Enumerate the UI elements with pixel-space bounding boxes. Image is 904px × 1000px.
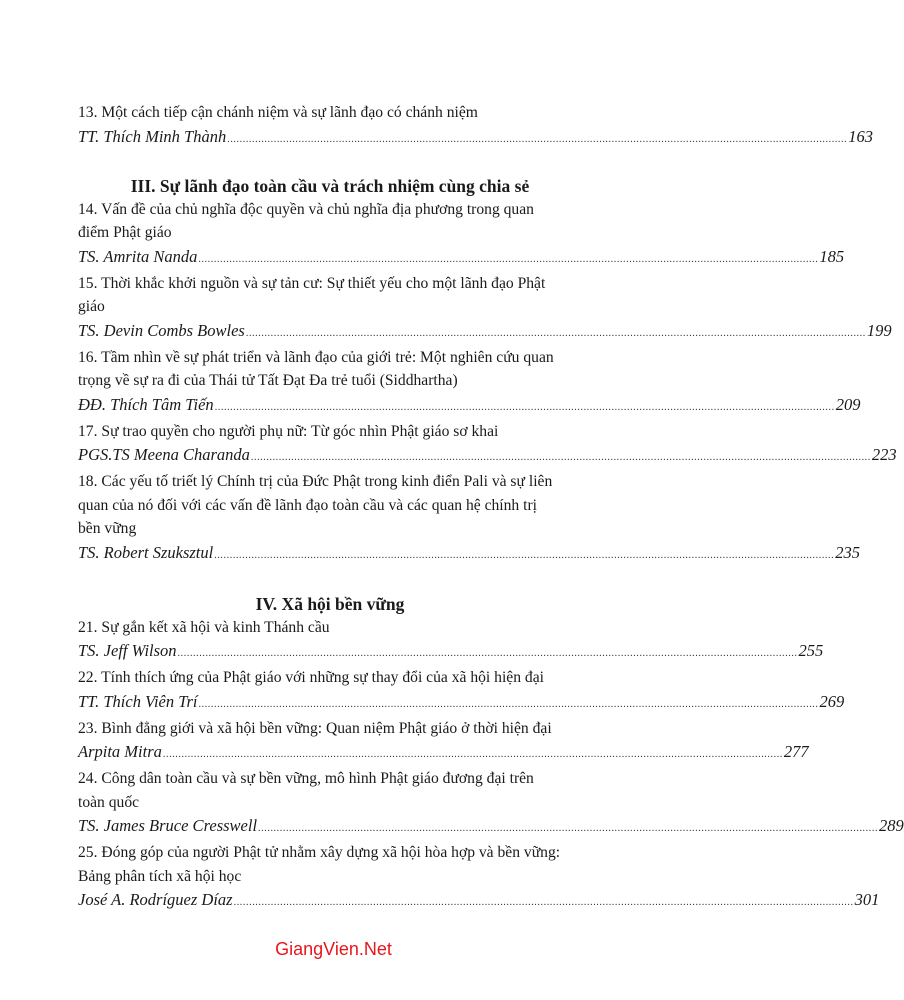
- dot-leader: ........................................................................................................................................................................................................: [227, 133, 848, 145]
- entry-author-line: [78, 888, 880, 915]
- entry-author-line: [78, 125, 873, 152]
- toc-entry[interactable]: [78, 272, 892, 346]
- toc-entry[interactable]: [78, 470, 860, 568]
- entry-title-line: điểm Phật giáo: [78, 224, 172, 241]
- entry-author-line: [78, 541, 860, 568]
- page-number: 185: [819, 246, 845, 266]
- entry-author-line: [78, 639, 824, 666]
- entry-title-line: 13. Một cách tiếp cận chánh niệm và sự lãnh đạo có chánh niệm: [78, 104, 478, 121]
- page-number: 223: [871, 445, 897, 464]
- entry-title-line: quan của nó đối với các vấn đề lãnh đạo toàn cầu và các quan hệ chính trị: [78, 496, 537, 514]
- toc-entry[interactable]: [78, 198, 845, 272]
- dot-leader: ........................................................................................................................................................................................................: [177, 648, 798, 659]
- dot-leader: ........................................................................................................................................................................................................: [245, 327, 866, 339]
- author-name: TT. Thích Minh Thành: [78, 126, 227, 146]
- entry-title-line: bền vững: [78, 520, 137, 537]
- entry-author-line: [78, 740, 809, 767]
- toc-entry[interactable]: [78, 666, 845, 717]
- page-number: 277: [783, 742, 809, 761]
- author-name: TS. Amrita Nanda: [78, 246, 198, 266]
- entry-title-line: 23. Bình đẳng giới và xã hội bền vững: Quan niệm Phật giáo ở thời hiện đại: [78, 719, 552, 737]
- toc-section-iv: [78, 592, 904, 916]
- author-name: TS. Robert Szuksztul: [78, 542, 214, 562]
- section-heading: III. Sự lãnh đạo toàn cầu và trách nhiệm cùng chia sẻ: [130, 175, 530, 196]
- dot-leader: ........................................................................................................................................................................................................: [198, 698, 819, 710]
- toc-entry[interactable]: [78, 420, 897, 471]
- page-number: 289: [879, 816, 904, 835]
- entry-title-line: 14. Vấn đề của chủ nghĩa độc quyền và chủ nghĩa địa phương trong quan: [78, 200, 534, 218]
- toc-section-iii: [78, 174, 897, 568]
- page-number: 301: [854, 890, 880, 909]
- page-number: 235: [835, 542, 860, 562]
- entry-title-line: 16. Tầm nhìn về sự phát triển và lãnh đạo của giới trẻ: Một nghiên cứu quan: [78, 348, 554, 366]
- entry-title-line: 17. Sự trao quyền cho người phụ nữ: Từ góc nhìn Phật giáo sơ khai: [78, 422, 499, 440]
- toc-entry[interactable]: [78, 346, 861, 420]
- toc-entry[interactable]: [78, 841, 880, 915]
- page-number: 199: [866, 320, 892, 340]
- entry-author-line: [78, 814, 904, 841]
- entry-title-line: Bảng phân tích xã hội học: [78, 867, 242, 885]
- toc-entry[interactable]: [78, 101, 873, 152]
- entry-author-line: [78, 690, 845, 717]
- dot-leader: ........................................................................................................................................................................................................: [162, 749, 783, 760]
- page-number: 163: [848, 126, 873, 146]
- toc-entry[interactable]: [78, 616, 824, 667]
- dot-leader: ........................................................................................................................................................................................................: [198, 253, 819, 265]
- section-heading: IV. Xã hội bền vững: [255, 593, 405, 614]
- entry-title-line: 22. Tính thích ứng của Phật giáo với những sự thay đổi của xã hội hiện đại: [78, 669, 544, 686]
- entry-author-line: [78, 443, 897, 470]
- author-name: PGS.TS Meena Charanda: [78, 445, 250, 464]
- entry-author-line: [78, 245, 845, 272]
- author-name: Arpita Mitra: [78, 742, 162, 761]
- author-name: TT. Thích Viên Trí: [78, 691, 198, 711]
- author-name: TS. James Bruce Cresswell: [78, 816, 258, 835]
- watermark-text[interactable]: GiangVien.Net: [275, 939, 392, 959]
- table-of-contents: [78, 101, 904, 915]
- dot-leader: ........................................................................................................................................................................................................: [250, 452, 871, 463]
- author-name: TS. Jeff Wilson: [78, 641, 177, 660]
- toc-entry[interactable]: [78, 717, 809, 768]
- page-number: 209: [835, 394, 861, 414]
- entry-title-line: 21. Sự gắn kết xã hội và kinh Thánh cầu: [78, 618, 330, 636]
- entry-title-line: giáo: [78, 298, 105, 315]
- entry-title-line: 15. Thời khắc khởi nguồn và sự tản cư: Sự thiết yếu cho một lãnh đạo Phật: [78, 274, 546, 292]
- entry-author-line: [78, 393, 861, 420]
- toc-section-continued: [78, 101, 873, 152]
- dot-leader: ........................................................................................................................................................................................................: [214, 401, 835, 413]
- dot-leader: ........................................................................................................................................................................................................: [233, 897, 854, 908]
- entry-author-line: [78, 319, 892, 346]
- entry-title-line: 24. Công dân toàn cầu và sự bền vững, mô hình Phật giáo đương đại trên: [78, 770, 534, 787]
- entry-title-line: toàn quốc: [78, 793, 140, 811]
- dot-leader: ........................................................................................................................................................................................................: [258, 823, 879, 834]
- entry-title-line: 18. Các yếu tố triết lý Chính trị của Đức Phật trong kinh điển Pali và sự liên: [78, 473, 553, 490]
- page-number: 269: [819, 691, 845, 711]
- entry-title-line: trọng về sự ra đi của Thái tử Tất Đạt Đa trẻ tuổi (Siddhartha): [78, 372, 458, 389]
- author-name: ĐĐ. Thích Tâm Tiến: [78, 394, 214, 414]
- toc-entry[interactable]: [78, 767, 904, 841]
- author-name: TS. Devin Combs Bowles: [78, 320, 245, 340]
- dot-leader: ........................................................................................................................................................................................................: [214, 549, 835, 561]
- author-name: José A. Rodríguez Díaz: [78, 890, 233, 909]
- entry-title-line: 25. Đóng góp của người Phật tử nhằm xây dựng xã hội hòa hợp và bền vững:: [78, 844, 561, 861]
- page-number: 255: [798, 641, 824, 660]
